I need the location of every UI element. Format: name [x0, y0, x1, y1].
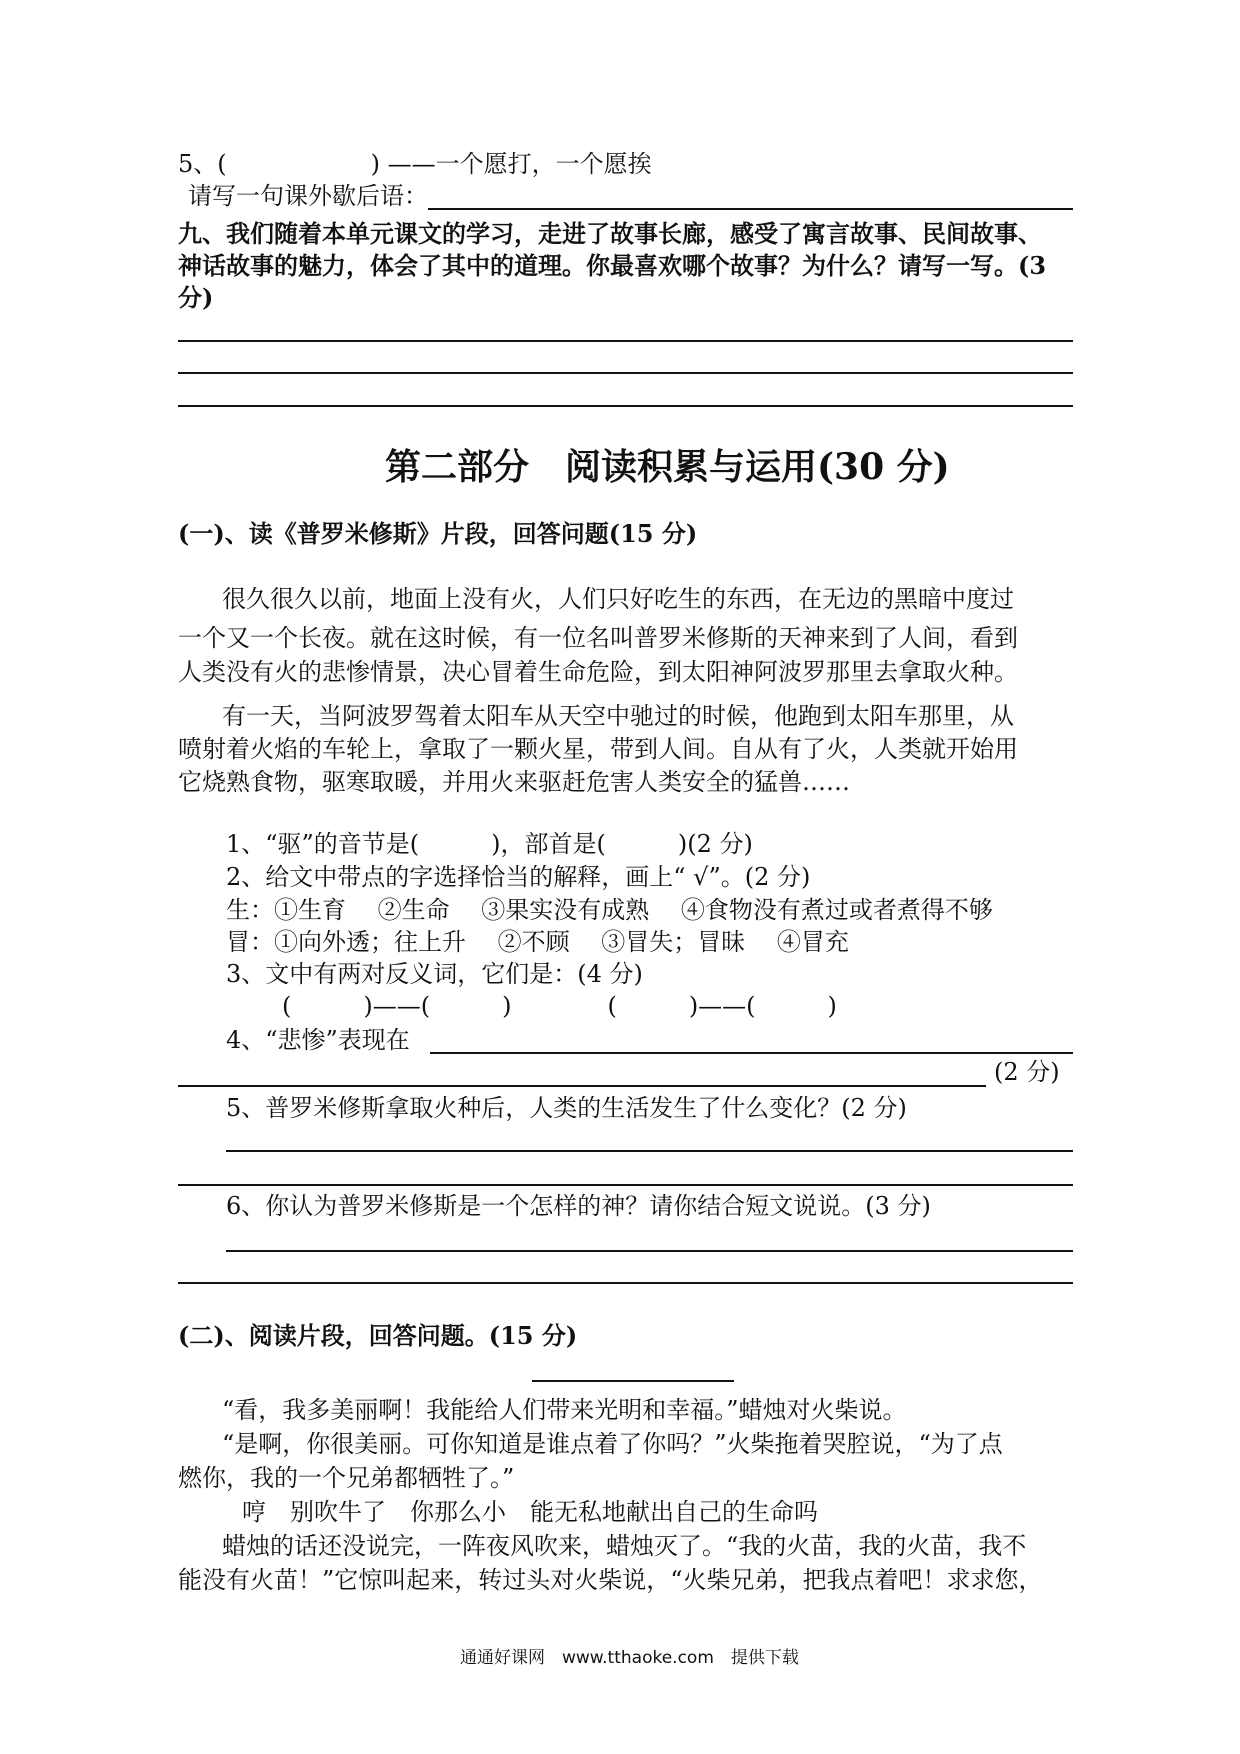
answer-line[interactable] [430, 1052, 1073, 1054]
paragraph-line: 它烧熟食物，驱寒取暖，并用火来驱赶危害人类安全的猛兽…… [178, 768, 850, 796]
question-3-blanks[interactable]: ( )——( ) ( )——( ) [282, 992, 837, 1020]
answer-line[interactable] [428, 208, 1073, 210]
section-9-line-3: 分) [178, 283, 214, 312]
paragraph-line: 一个又一个长夜。就在这时候，有一位名叫普罗米修斯的天神来到了人间，看到 [178, 624, 1018, 652]
question-2: 2、给文中带点的字选择恰当的解释，画上“ √”。(2 分) [226, 863, 811, 891]
paragraph-line: 人类没有火的悲惨情景，决心冒着生命危险，到太阳神阿波罗那里去拿取火种。 [178, 658, 1018, 686]
page-footer: 通通好课网 www.tthaoke.com 提供下载 [460, 1648, 799, 1668]
dialogue-line: “是啊，你很美丽。可你知道是谁点着了你吗？”火柴拖着哭腔说，“为了点 [222, 1430, 1003, 1458]
answer-line[interactable] [178, 372, 1073, 374]
section-9-line-2: 神话故事的魅力，体会了其中的道理。你最喜欢哪个故事？为什么？请写一写。(3 [178, 251, 1047, 280]
answer-line[interactable] [178, 1085, 986, 1087]
question-4-score: (2 分) [994, 1058, 1060, 1086]
question-6: 6、你认为普罗米修斯是一个怎样的神？请你结合短文说说。(3 分) [226, 1192, 931, 1220]
paragraph-line: 有一天，当阿波罗驾着太阳车从天空中驰过的时候，他跑到太阳车那里，从 [222, 702, 1014, 730]
punctuation-exercise-line: 哼 别吹牛了 你那么小 能无私地献出自己的生命吗 [242, 1498, 818, 1526]
question-1: 1、“驱”的音节是( )，部首是( )(2 分) [226, 830, 753, 858]
question-5: 5、普罗米修斯拿取火种后，人类的生活发生了什么变化？(2 分) [226, 1094, 907, 1122]
answer-line[interactable] [226, 1150, 1073, 1152]
dialogue-line: 蜡烛的话还没说完，一阵夜风吹来，蜡烛灭了。“我的火苗，我的火苗，我不 [222, 1532, 1027, 1560]
answer-line[interactable] [178, 1184, 1073, 1186]
reading-1-heading: (一)、读《普罗米修斯》片段，回答问题(15 分) [178, 519, 698, 548]
paragraph-line: 喷射着火焰的车轮上，拿取了一颗火星，带到人间。自从有了火，人类就开始用 [178, 735, 1018, 763]
item-5-xiehouyu: 5、( ) ——一个愿打，一个愿挨 [178, 150, 652, 178]
answer-line[interactable] [178, 340, 1073, 342]
question-2-mao-options: 冒：①向外透；往上升 ②不顾 ③冒失；冒昧 ④冒充 [226, 928, 849, 956]
question-3: 3、文中有两对反义词，它们是：(4 分) [226, 960, 643, 988]
section-9-line-1: 九、我们随着本单元课文的学习，走进了故事长廊，感受了寓言故事、民间故事、 [178, 219, 1042, 248]
answer-line[interactable] [178, 405, 1073, 407]
extra-xiehouyu-prompt: 请写一句课外歇后语： [188, 182, 428, 210]
answer-line[interactable] [178, 1282, 1073, 1284]
reading-2-heading: (二)、阅读片段，回答问题。(15 分) [178, 1321, 578, 1350]
part-2-title: 第二部分 阅读积累与运用(30 分) [385, 446, 950, 488]
question-4: 4、“悲惨”表现在 [226, 1026, 410, 1054]
paragraph-line: 很久很久以前，地面上没有火，人们只好吃生的东西，在无边的黑暗中度过 [222, 585, 1014, 613]
dialogue-line: 能没有火苗！”它惊叫起来，转过头对火柴说，“火柴兄弟，把我点着吧！求求您， [178, 1566, 1043, 1594]
dialogue-line: “看，我多美丽啊！我能给人们带来光明和幸福。”蜡烛对火柴说。 [222, 1396, 907, 1424]
answer-line[interactable] [226, 1250, 1073, 1252]
title-blank-line[interactable] [532, 1380, 734, 1382]
question-2-sheng-options: 生：①生育 ②生命 ③果实没有成熟 ④食物没有煮过或者煮得不够 [226, 896, 993, 924]
dialogue-line: 燃你，我的一个兄弟都牺牲了。” [178, 1464, 515, 1492]
